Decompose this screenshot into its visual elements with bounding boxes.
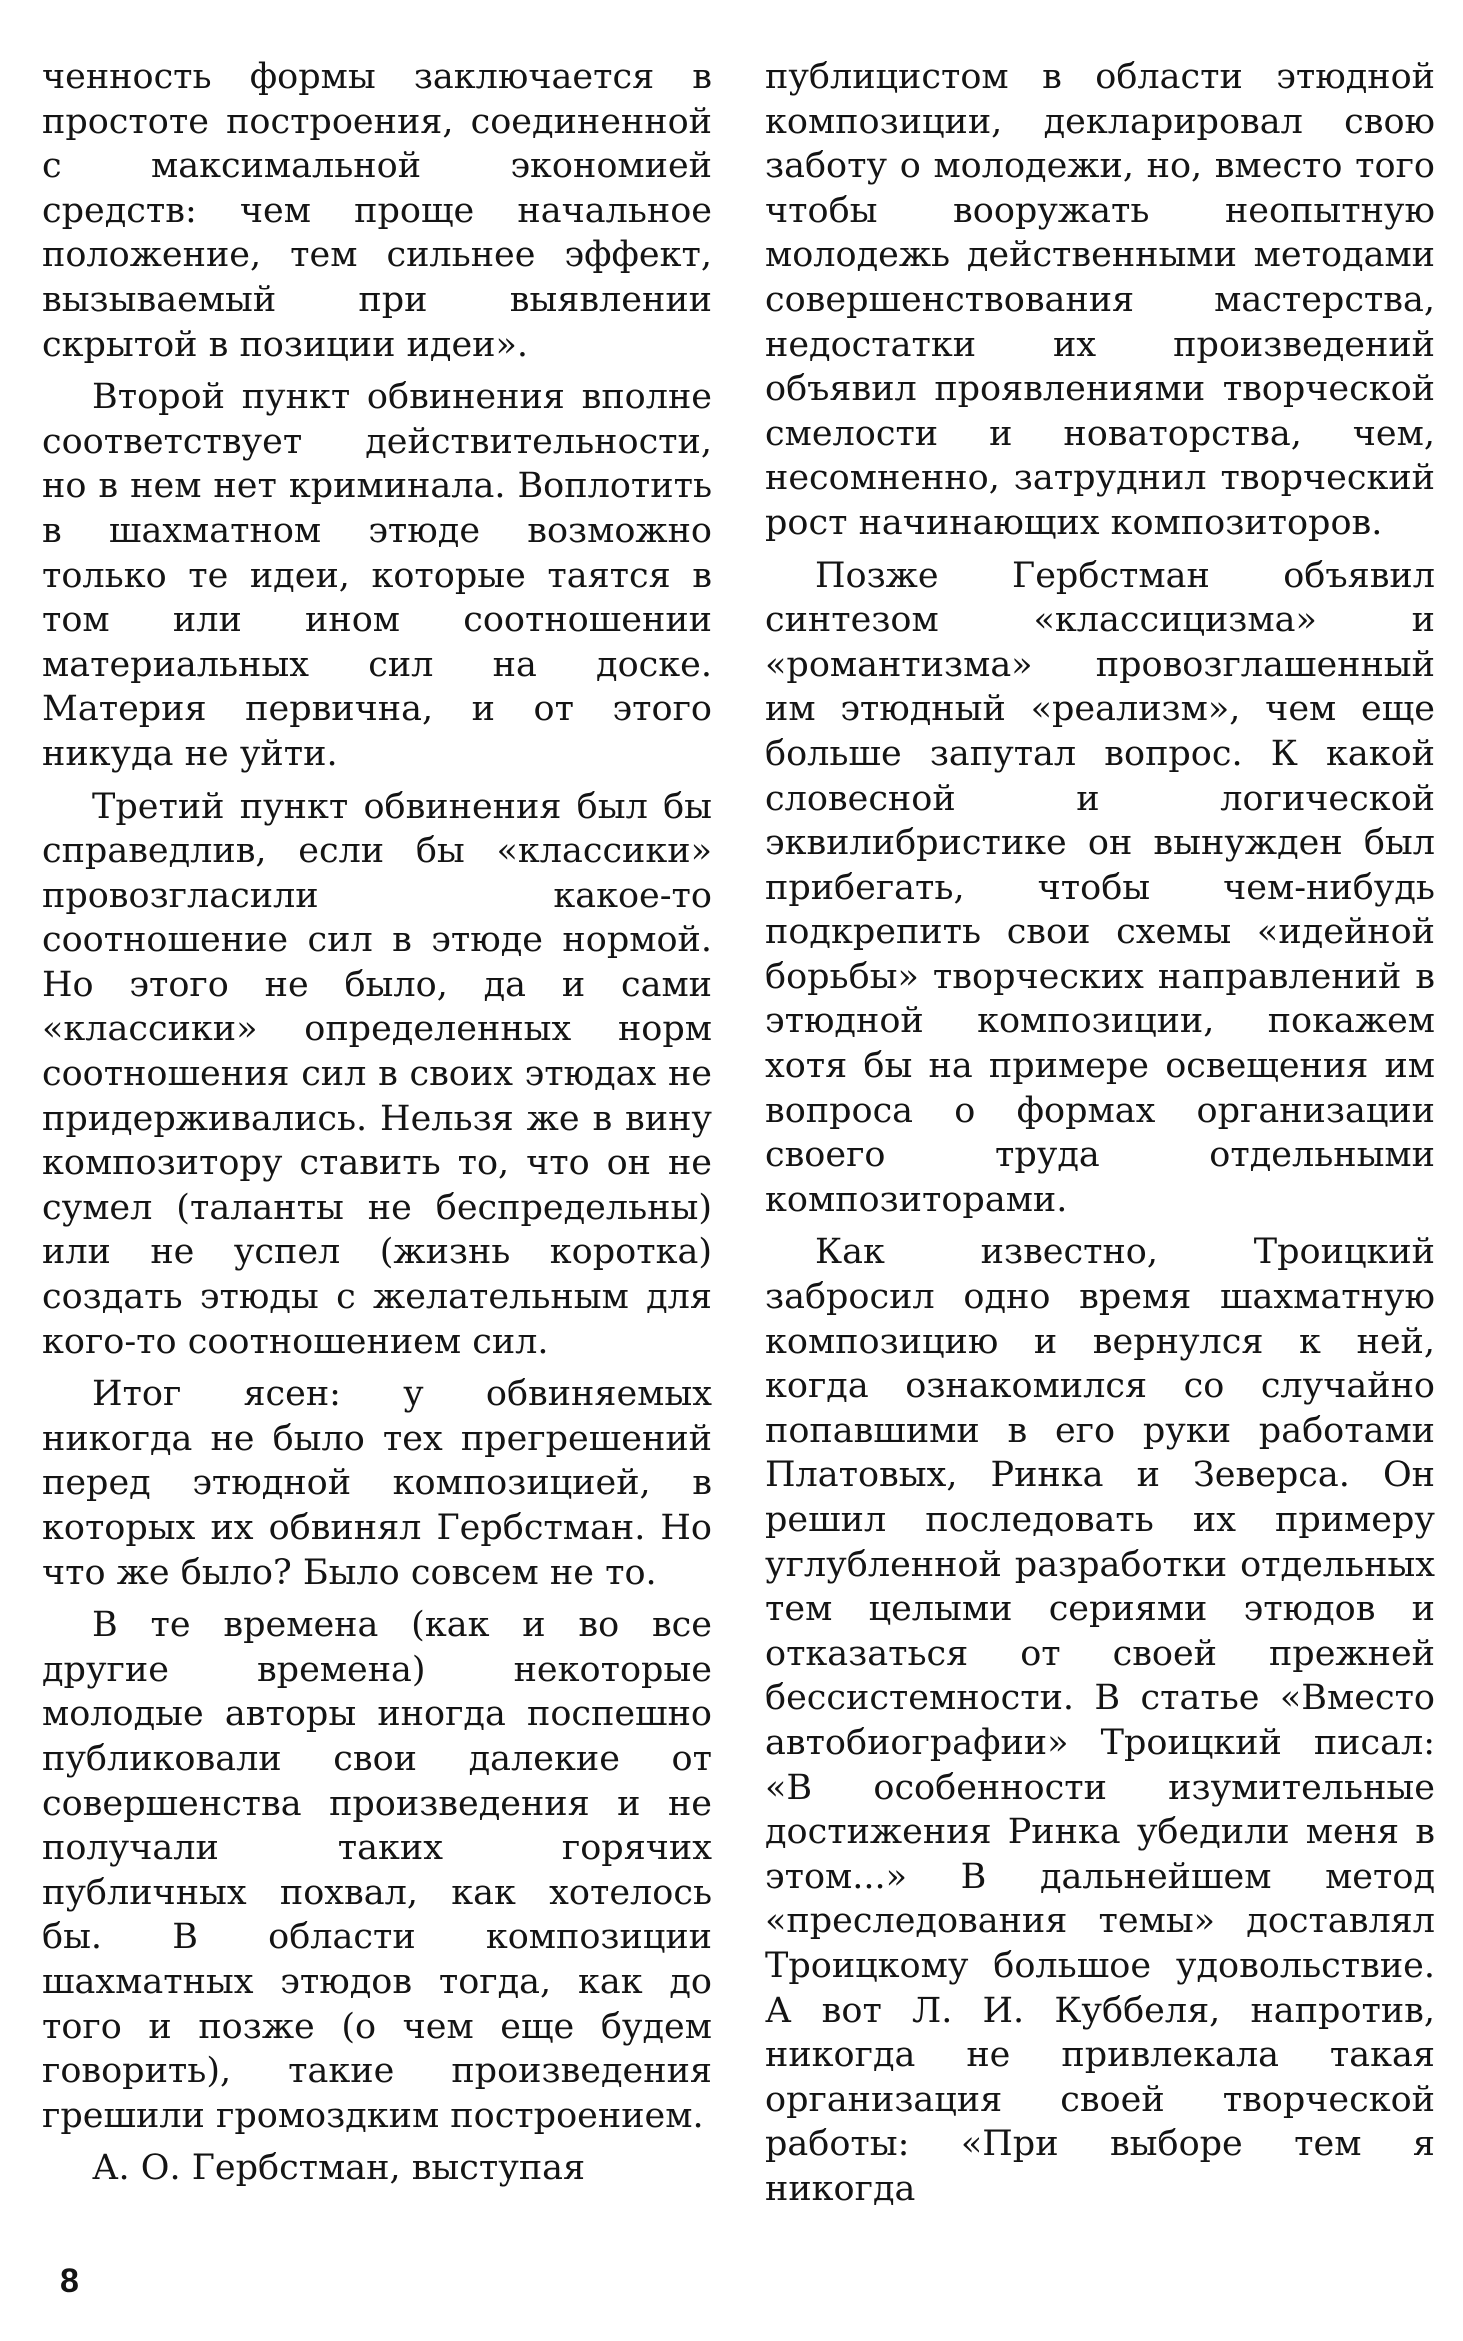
paragraph: Итог ясен: у обвиняемых никогда не было тех прегрешений перед этюдной композицией, в которых их обвинял Гербстман. Но что же было? Было совсем не то. [42, 1374, 712, 1593]
left-column [42, 55, 712, 2199]
page-number: 8 [60, 2262, 79, 2300]
right-column [765, 55, 1435, 2220]
paragraph: Как известно, Троицкий забросил одно время шахматную композицию и вернулся к ней, когда ознакомился со случайно попавшими в его руки работами Платовых, Ринка и Зеверса. Он решил последовать их примеру углубленной разработки отдельных тем целыми сериями этюдов и отказаться от своей прежней бессистемности. В статье «Вместо автобиографии» Троицкий писал: «В особенности изумительные достижения Ринка убедили меня в этом...» В дальнейшем метод «преследования темы» доставлял Троицкому большое удовольствие. А вот Л. И. Куббеля, напротив, никогда не привлекала такая организация своей творческой работы: «При выборе тем я никогда [765, 1232, 1435, 2209]
paragraph: ченность формы заключается в простоте построения, соединенной с максимальной экономией средств: чем проще начальное положение, тем сильнее эффект, вызываемый при выявлении скрытой в позиции идеи». [42, 57, 712, 365]
paragraph: Позже Гербстман объявил синтезом «классицизма» и «романтизма» провозглашенный им этюдный «реализм», чем еще больше запутал вопрос. К какой словесной и логической эквилибристике он вынужден был прибегать, чтобы чем-нибудь подкрепить свои схемы «идейной борьбы» творческих направлений в этюдной композиции, покажем хотя бы на примере освещения им вопроса о формах организации своего труда отдельными композиторами. [765, 555, 1435, 1220]
paragraph: Второй пункт обвинения вполне соответствует действительности, но в нем нет криминала. Воплотить в шахматном этюде возможно только те идеи, которые таятся в том или ином соотношении материальных сил на доске. Материя первична, и от этого никуда не уйти. [42, 377, 712, 774]
paragraph: А. О. Гербстман, выступая [92, 2148, 586, 2189]
paragraph: Третий пункт обвинения был бы справедлив, если бы «классики» провозгласили какое-то соотношение сил в этюде нормой. Но этого не было, да и сами «классики» определенных норм соотношения сил в своих этюдах не придерживались. Нельзя же в вину композитору ставить то, что он не сумел (таланты не беспредельны) или не успел (жизнь коротка) создать этюды с желательным для кого-то соотношением сил. [42, 786, 712, 1362]
paragraph: В те времена (как и во все другие времена) некоторые молодые авторы иногда поспешно публиковали свои далекие от совершенства произведения и не получали таких горячих публичных похвал, как хотелось бы. В области композиции шахматных этюдов тогда, как до того и позже (о чем еще будем говорить), такие произведения грешили громоздким построением. [42, 1605, 712, 2136]
paragraph: публицистом в области этюдной композиции, декларировал свою заботу о молодежи, но, вместо того чтобы вооружать неопытную молодежь действенными методами совершенствования мастерства, недостатки их произведений объявил проявлениями творческой смелости и новаторства, чем, несомненно, затруднил творческий рост начинающих композиторов. [765, 57, 1435, 543]
